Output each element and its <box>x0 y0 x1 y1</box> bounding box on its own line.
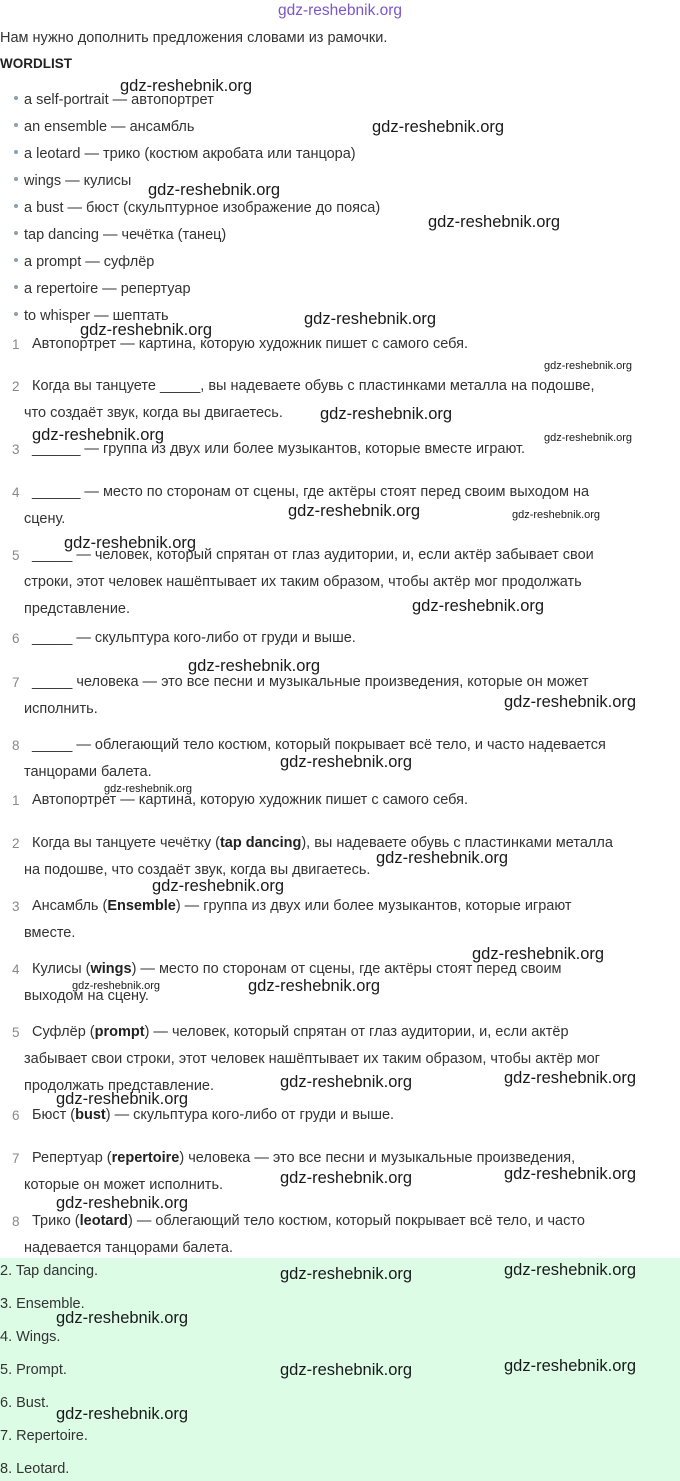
item-number: 3 <box>12 442 20 457</box>
wordlist-item-text: wings — кулисы <box>24 173 132 189</box>
wordlist-item-text: tap dancing — чечётка (танец) <box>24 227 227 243</box>
item-number: 7 <box>12 1151 20 1166</box>
watermark-text: gdz-reshebnik.org <box>80 321 213 339</box>
item-line: выходом на сцену. <box>24 988 149 1004</box>
watermark-text: gdz-reshebnik.org <box>148 181 281 199</box>
watermark-text: gdz-reshebnik.org <box>504 693 637 711</box>
watermark-text: gdz-reshebnik.org <box>372 118 505 136</box>
item-text: Трико ( <box>32 1213 80 1229</box>
item-number: 1 <box>12 793 20 808</box>
wordlist-item <box>14 119 194 135</box>
english-term: repertoire <box>111 1150 180 1166</box>
item-text: ) — группа из двух или более музыкантов, которые играют <box>175 898 572 914</box>
wordlist-item <box>14 200 380 216</box>
watermark-text: gdz-reshebnik.org <box>280 1073 413 1091</box>
item-number: 5 <box>12 548 20 563</box>
item-line: Автопортрет — картина, которую художник пишет с самого себя. <box>32 336 469 352</box>
item-line: которые он может исполнить. <box>24 1177 224 1193</box>
bullet-icon <box>14 204 18 208</box>
item-line: что создаёт звук, когда вы двигаетесь. <box>24 405 283 421</box>
bullet-icon <box>14 150 18 154</box>
wordlist-title: WORDLIST <box>0 56 72 71</box>
item-text: Ансамбль ( <box>32 898 108 914</box>
watermark-text: gdz-reshebnik.org <box>320 405 453 423</box>
item-text: Когда вы танцуете чечётку ( <box>32 835 220 851</box>
watermark-text: gdz-reshebnik.org <box>56 1090 189 1108</box>
exercise-item <box>0 542 680 623</box>
solution-item <box>0 830 680 884</box>
watermark-text: gdz-reshebnik.org <box>504 1261 637 1279</box>
watermark-text: gdz-reshebnik.org <box>504 1165 637 1183</box>
english-term: wings <box>90 961 132 977</box>
watermark-text: gdz-reshebnik.org <box>428 213 561 231</box>
watermark-text: gdz-reshebnik.org <box>504 1069 637 1087</box>
item-text: Бюст ( <box>32 1107 76 1123</box>
english-term: prompt <box>94 1024 145 1040</box>
item-line <box>0 1019 680 1046</box>
watermark-text: gdz-reshebnik.org <box>280 1169 413 1187</box>
watermark-text: gdz-reshebnik.org <box>472 945 605 963</box>
watermark-text: gdz-reshebnik.org <box>152 877 285 895</box>
item-line: представление. <box>24 601 131 617</box>
item-line: _____ — человек, который спрятан от глаз аудитории, и, если актёр забывает свои <box>32 547 594 563</box>
watermark-text: gdz-reshebnik.org <box>304 310 437 328</box>
watermark-text: gdz-reshebnik.org <box>72 980 161 992</box>
english-term: bust <box>75 1107 106 1123</box>
watermark-text: gdz-reshebnik.org <box>64 534 197 552</box>
bullet-icon <box>14 96 18 100</box>
item-number: 7 <box>12 675 20 690</box>
item-number: 6 <box>12 631 20 646</box>
item-line: надевается танцорами балета. <box>24 1240 234 1256</box>
item-text: Кулисы ( <box>32 961 91 977</box>
bullet-icon <box>14 285 18 289</box>
watermark-text: gdz-reshebnik.org <box>376 849 509 867</box>
answer-item: 6. Bust. <box>0 1395 50 1411</box>
item-line: вместе. <box>24 925 76 941</box>
answer-item: 5. Prompt. <box>0 1362 67 1378</box>
solution-item <box>0 1208 680 1262</box>
item-text: ), вы надеваете обувь с пластинками металла <box>301 835 613 851</box>
item-number: 5 <box>12 1025 20 1040</box>
wordlist-item-text: to whisper — шептать <box>24 308 169 324</box>
item-text: Суфлёр ( <box>32 1024 95 1040</box>
watermark-text: gdz-reshebnik.org <box>544 432 633 444</box>
wordlist-item <box>14 254 154 270</box>
bullet-icon <box>14 123 18 127</box>
item-line: ______ — группа из двух или более музыкантов, которые вместе играют. <box>32 441 526 457</box>
english-term: tap dancing <box>219 835 302 851</box>
item-line: _____ человека — это все песни и музыкальные произведения, которые он может <box>32 674 589 690</box>
item-line <box>0 787 680 814</box>
watermark-text: gdz-reshebnik.org <box>512 509 601 521</box>
watermark-text: gdz-reshebnik.org <box>280 753 413 771</box>
wordlist-item <box>14 146 356 162</box>
answer-item: 3. Ensemble. <box>0 1296 85 1312</box>
item-text: ) — место по сторонам от сцены, где актёры стоят перед своим <box>131 961 562 977</box>
item-text: ) — облегающий тело костюм, который покрывает всё тело, и часто <box>127 1213 585 1229</box>
wordlist-item <box>14 281 191 297</box>
watermark-text: gdz-reshebnik.org <box>56 1405 189 1423</box>
item-number: 6 <box>12 1108 20 1123</box>
item-number: 2 <box>12 836 20 851</box>
item-line: строки, этот человек нашёптывает их таким образом, чтобы актёр мог продолжать <box>24 574 582 590</box>
wordlist-item-text: a prompt — суфлёр <box>24 254 155 270</box>
solution-item <box>0 893 680 947</box>
wordlist-item-text: a self-portrait — автопортрет <box>24 92 214 108</box>
item-text: ) — человек, который спрятан от глаз аудитории, и, если актёр <box>144 1024 569 1040</box>
item-line: ______ — место по сторонам от сцены, где актёры стоят перед своим выходом на <box>32 484 590 500</box>
exercise-item <box>0 625 680 652</box>
watermark-text: gdz-reshebnik.org <box>120 77 253 95</box>
item-number: 1 <box>12 337 20 352</box>
item-number: 2 <box>12 379 20 394</box>
watermark-text: gdz-reshebnik.org <box>288 502 421 520</box>
task-intro: Нам нужно дополнить предложения словами из рамочки. <box>0 30 388 46</box>
item-text: ) — скульптура кого-либо от груди и выше. <box>105 1107 395 1123</box>
wordlist-item-text: a leotard — трико (костюм акробата или танцора) <box>24 146 356 162</box>
bullet-icon <box>14 312 18 316</box>
answer-item: 2. Tap dancing. <box>0 1263 99 1279</box>
item-text: Автопортрет — картина, которую художник пишет с самого себя. <box>32 792 469 808</box>
item-line <box>0 893 680 920</box>
item-number: 3 <box>12 899 20 914</box>
item-line: _____ — скульптура кого-либо от груди и выше. <box>32 630 356 646</box>
item-line: Когда вы танцуете _____, вы надеваете обувь с пластинками металла на подошве, <box>32 378 595 394</box>
item-line <box>0 830 680 857</box>
item-line: исполнить. <box>24 701 98 717</box>
english-term: leotard <box>79 1213 128 1229</box>
item-text: Репертуар ( <box>32 1150 112 1166</box>
site-header-link[interactable]: gdz-reshebnik.org <box>277 2 403 19</box>
bullet-icon <box>14 258 18 262</box>
watermark-text: gdz-reshebnik.org <box>544 360 633 372</box>
item-line: на подошве, что создаёт звук, когда вы двигаетесь. <box>24 862 371 878</box>
watermark-text: gdz-reshebnik.org <box>280 1265 413 1283</box>
watermark-text: gdz-reshebnik.org <box>504 1357 637 1375</box>
watermark-text: gdz-reshebnik.org <box>56 1194 189 1212</box>
wordlist-item-text: a repertoire — репертуар <box>24 281 191 297</box>
wordlist-item-text: a bust — бюст (скульптурное изображение до пояса) <box>24 200 381 216</box>
wordlist-item <box>14 173 131 189</box>
item-line: _____ — облегающий тело костюм, который покрывает всё тело, и часто надевается <box>32 737 606 753</box>
item-line: продолжать представление. <box>24 1078 215 1094</box>
watermark-text: gdz-reshebnik.org <box>280 1361 413 1379</box>
watermark-text: gdz-reshebnik.org <box>412 597 545 615</box>
wordlist-item-text: an ensemble — ансамбль <box>24 119 195 135</box>
watermark-text: gdz-reshebnik.org <box>188 657 321 675</box>
item-number: 8 <box>12 1214 20 1229</box>
item-text: ) человека — это все песни и музыкальные произведения, <box>179 1150 576 1166</box>
answer-item: 4. Wings. <box>0 1329 61 1345</box>
item-line: сцену. <box>24 511 66 527</box>
watermark-text: gdz-reshebnik.org <box>104 783 193 795</box>
item-number: 4 <box>12 962 20 977</box>
watermark-text: gdz-reshebnik.org <box>56 1309 189 1327</box>
item-number: 8 <box>12 738 20 753</box>
english-term: Ensemble <box>107 898 176 914</box>
watermark-text: gdz-reshebnik.org <box>32 426 165 444</box>
item-line: забывает свои строки, этот человек нашёптывает их таким образом, чтобы актёр мог <box>24 1051 600 1067</box>
wordlist-item <box>14 227 226 243</box>
watermark-text: gdz-reshebnik.org <box>248 977 381 995</box>
bullet-icon <box>14 177 18 181</box>
item-line: танцорами балета. <box>24 764 152 780</box>
item-number: 4 <box>12 485 20 500</box>
solution-item <box>0 787 680 814</box>
bullet-icon <box>14 231 18 235</box>
answer-item: 8. Leotard. <box>0 1461 70 1477</box>
answer-item: 7. Repertoire. <box>0 1428 88 1444</box>
